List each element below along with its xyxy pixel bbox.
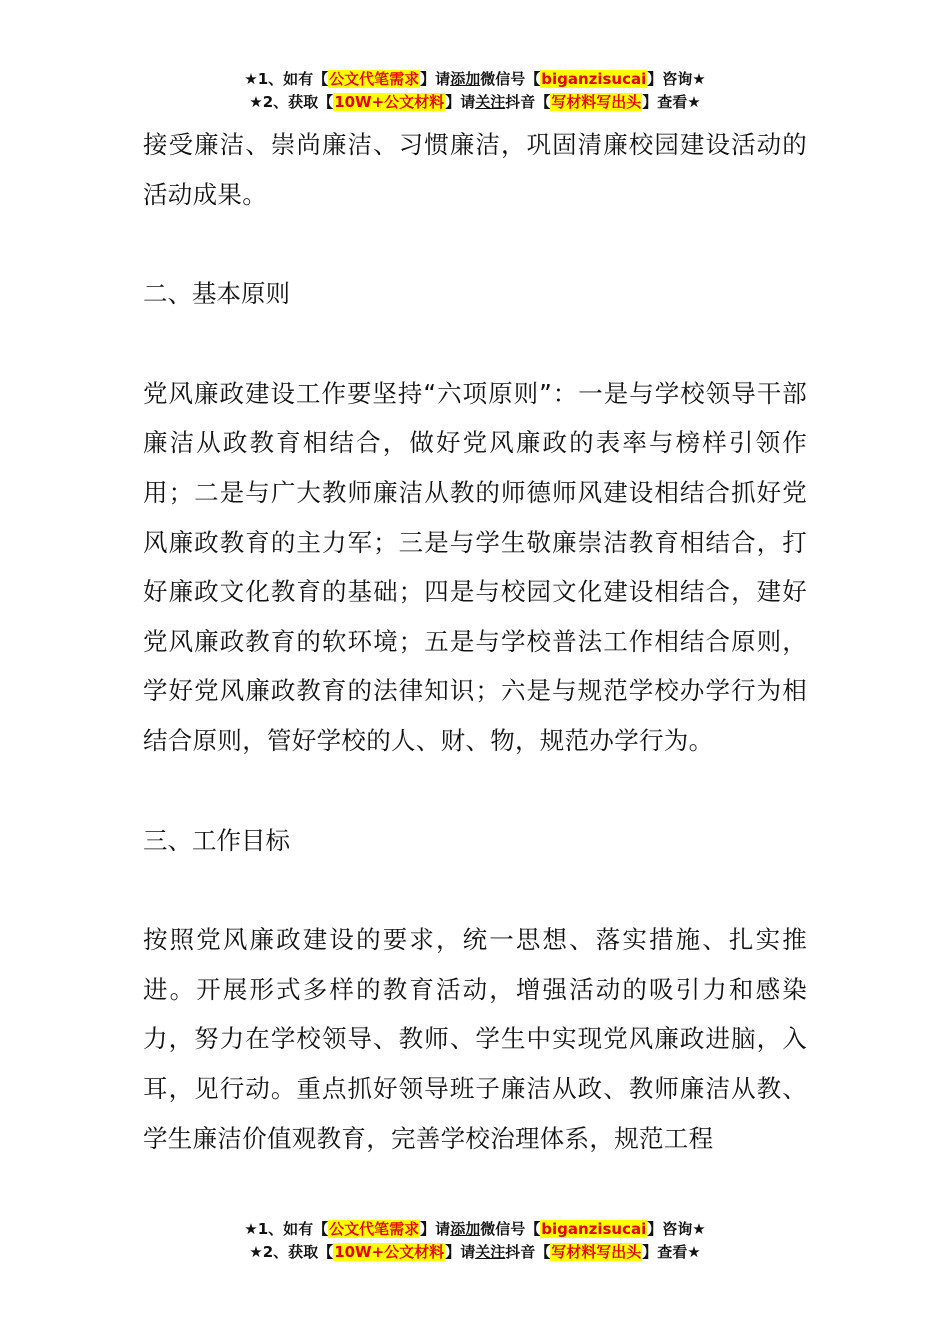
banner-text: 抖音【 [505,93,551,111]
paragraph-goals: 按照党风廉政建设的要求，统一思想、落实措施、扎实推进。开展形式多样的教育活动，增强活动的吸引力和感染力，努力在学校领导、教师、学生中实现党风廉政进脑，入耳，见行动。重点抓好领导班子廉洁从政、教师廉洁从教、学生廉洁价值观教育，完善学校治理体系，规范工程 [143,925,807,1153]
banner-highlight: 10W+公文材料 [334,93,445,111]
section-heading-principles: 二、基本原则 [143,279,290,309]
banner-line-1 [0,1218,950,1241]
paragraph-gap [143,766,807,816]
paragraph-gap [143,219,807,269]
paragraph-principles: 党风廉政建设工作要坚持“六项原则”：一是与学校领导干部廉洁从政教育相结合，做好党风廉政的表率与榜样引领作用；二是与广大教师廉洁从教的师德师风建设相结合抓好党风廉政教育的主力军；三是与学生敬廉崇洁教育相结合，打好廉政文化教育的基础；四是与校园文化建设相结合，建好党风廉政教育的软环境；五是与学校普法工作相结合原则，学好党风廉政教育的法律知识；六是与规范学校办学行为相结合原则，管好学校的人、财、物，规范办学行为。 [143,378,807,755]
banner-text: 】咨询★ [647,70,706,88]
banner-text: 抖音【 [505,1243,551,1261]
document-body [143,120,807,1163]
banner-text: 】查看★ [642,93,701,111]
paragraph-gap [143,865,807,915]
banner-line-2 [0,91,950,114]
banner-highlight: 10W+公文材料 [334,1243,445,1261]
paragraph-intro: 接受廉洁、崇尚廉洁、习惯廉洁，巩固清廉校园建设活动的活动成果。 [143,130,807,209]
banner-text: ★1、如有【 [244,70,329,88]
banner-text: 】咨询★ [647,1220,706,1238]
banner-text: 】请 [420,70,451,88]
banner-highlight: 写材料写出头 [551,93,642,111]
paragraph-gap [143,319,807,369]
header-banner [0,68,950,114]
banner-highlight: biganzisucai [541,70,647,88]
banner-text: 微信号【 [480,1220,541,1238]
footer-banner [0,1218,950,1264]
banner-emphasis: 添加 [450,1220,481,1238]
banner-text: 微信号【 [480,70,541,88]
banner-emphasis: 添加 [450,70,481,88]
section-heading-goals: 三、工作目标 [143,825,290,855]
banner-text: ★2、获取【 [249,93,334,111]
banner-text: 】查看★ [642,1243,701,1261]
banner-highlight: biganzisucai [541,1220,647,1238]
banner-text: 】请 [445,1243,476,1261]
banner-line-2 [0,1241,950,1264]
banner-highlight: 公文代笔需求 [329,1220,420,1238]
banner-emphasis: 关注 [475,1243,506,1261]
banner-highlight: 公文代笔需求 [329,70,420,88]
banner-highlight: 写材料写出头 [551,1243,642,1261]
banner-text: 】请 [420,1220,451,1238]
banner-text: ★2、获取【 [249,1243,334,1261]
banner-text: ★1、如有【 [244,1220,329,1238]
banner-text: 】请 [445,93,476,111]
banner-emphasis: 关注 [475,93,506,111]
banner-line-1 [0,68,950,91]
